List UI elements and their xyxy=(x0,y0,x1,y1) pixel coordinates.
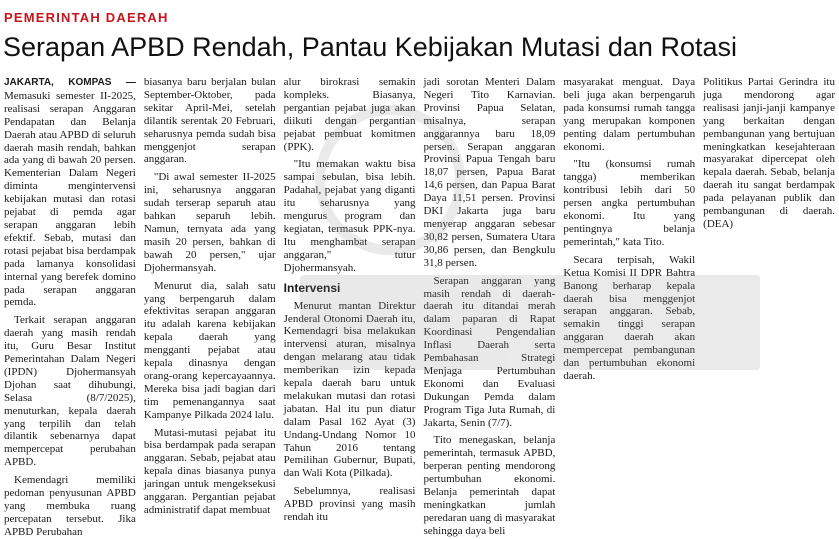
paragraph xyxy=(703,76,835,231)
paragraph: Secara terpisah, Wakil Ketua Komisi II DPR Bahtra Banong berharap kepala daerah bisa menggenjot serapan anggaran. Sebab, semakin tinggi serapan anggaran daerah akan mempercepat pembangunan dan pertumbuhan ekonomi daerah. xyxy=(563,253,696,382)
paragraph: masyarakat menguat. Daya beli juga akan berpengaruh pada konsumsi rumah tangga yang merupakan komponen penting dalam pertumbuhan ekonomi. xyxy=(563,76,696,153)
paragraph: Menurut mantan Direktur Jenderal Otonomi Daerah itu, Kemendagri bisa melakukan intervensi aturan, misalnya dengan melarang atau tidak memberikan izin kepada kepala daerah baru untuk melakukan mutasi dan rotasi jabatan. Hal itu pun diatur dalam Pasal 162 Ayat (3) Undang-Undang Nomor 10 Tahun 2016 tentang Pemilihan Gubernur, Bupati, dan Wali Kota (Pilkada). xyxy=(283,299,416,480)
subheading: Intervensi xyxy=(283,280,341,295)
paragraph: Serapan anggaran yang masih rendah di daerah-daerah itu ditandai merah dalam paparan di Rapat Koordinasi Pengendalian Inflasi Daerah serta Pembahasan Strategi Menjaga Pertumbuhan Ekonomi dan Evaluasi Dukungan Pemda dalam Program Tiga Juta Rumah, di Jakarta, Senin (7/7). xyxy=(423,274,556,429)
column-2 xyxy=(143,76,276,516)
paragraph: biasanya baru berjalan bulan September-Oktober, pada sekitar April-Mei, setelah dilantik serentak 20 Februari, seharusnya pemda sudah bisa menggenjot serapan anggaran. xyxy=(143,76,276,166)
paragraph: Mutasi-mutasi pejabat itu bisa berdampak pada serapan anggaran. Sebab, pejabat atau kepala dinas biasanya punya jaringan untuk mengeksekusi anggaran. Pergantian pejabat administratif dapat membuat xyxy=(143,426,276,516)
dateline: JAKARTA, KOMPAS — xyxy=(4,77,136,88)
paragraph: Kemendagri memiliki pedoman penyusunan APBD yang membuka ruang percepatan tersebut. Jika APBD Perubahan xyxy=(4,474,136,538)
column-5 xyxy=(563,76,695,468)
headline: Serapan APBD Rendah, Pantau Kebijakan Mutasi dan Rotasi xyxy=(3,32,737,62)
article-body xyxy=(4,76,835,538)
author-signoff: (DEA) xyxy=(703,217,734,230)
paragraph: Terkait serapan anggaran daerah yang masih rendah itu, Guru Besar Institut Pemerintahan Dalam Negeri (IPDN) Djohermansyah Djohan saat dihubungi, Selasa (8/7/2025), menuturkan, kepala daerah yang terpilih dan telah dilantik sebenarnya dapat mempercepat perubahan APBD. xyxy=(4,314,136,469)
paragraph: jadi sorotan Menteri Dalam Negeri Tito Karnavian. Provinsi Papua Selatan, misalnya, serapan anggarannya baru 18,09 persen. Serapan anggaran Provinsi Papua Tengah baru 18,07 persen, Papua Barat 14,6 persen, dan Papua Barat Daya 11,51 persen. Provinsi DKI Jakarta juga baru menyerap anggaran sebesar 30,82 persen, Sumatera Utara 30,86 persen, dan Bengkulu 31,8 persen. xyxy=(423,76,556,269)
paragraph: "Itu memakan waktu bisa sampai sebulan, bisa lebih. Padahal, pejabat yang diganti itu seharusnya yang mengurus program dan kegiatan, termasuk PPK-nya. Itu menghambat serapan anggaran," tutur Djohermansyah. xyxy=(283,158,416,274)
column-4 xyxy=(423,76,556,537)
column-6 xyxy=(703,76,835,468)
paragraph-text: Memasuki semester II-2025, realisasi serapan Anggaran Pendapatan dan Belanja Daerah atau APBD di seluruh daerah masih rendah, bahkan ada yang di bawah 20 persen. Kementerian Dalam Negeri diminta mengintervensi kebijakan mutasi dan rotasi pejabat di pemda agar serapan anggaran lebih efektif. Sebab, mutasi dan rotasi pejabat bisa berdampak pada lamanya konsolidasi internal yang berefek domino pada serapan anggaran pemda. xyxy=(4,89,136,309)
paragraph: "Di awal semester II-2025 ini, seharusnya anggaran sudah terserap separuh atau bahkan separuh lebih. Namun, ternyata ada yang masih 20 persen, bahkan di bawah 20 persen," ujar Djohermansyah. xyxy=(143,171,276,274)
paragraph xyxy=(4,76,136,309)
paragraph: alur birokrasi semakin kompleks. Biasanya, pergantian pejabat juga akan diikuti dengan pergantian pejabat pembuat komitmen (PPK). xyxy=(283,76,416,153)
column-1 xyxy=(4,76,136,538)
column-3 xyxy=(283,76,416,524)
paragraph: "Itu (konsumsi rumah tangga) memberikan kontribusi lebih dari 50 persen angka pertumbuhan ekonomi. Itu yang pentingnya belanja pemerintah," kata Tito. xyxy=(563,158,696,248)
paragraph: Sebelumnya, realisasi APBD provinsi yang masih rendah itu xyxy=(283,485,416,524)
paragraph: Tito menegaskan, belanja pemerintah, termasuk APBD, berperan penting mendorong pertumbuhan ekonomi. Belanja pemerintah dapat meningkatkan jumlah peredaran uang di masyarakat sehingga daya beli xyxy=(423,434,556,537)
section-rubric: PEMERINTAH DAERAH xyxy=(4,10,169,25)
paragraph-text: Politikus Partai Gerindra itu juga mendorong agar realisasi janji-janji kampanye yang berkaitan dengan pembangunan yang bertujuan meningkatkan kesejahteraan masyarakat dipercepat oleh kepala daerah. Sebab, belanja daerah itu sangat berdampak pada pelayanan publik dan pembangunan di daerah. xyxy=(703,76,835,218)
paragraph: Menurut dia, salah satu yang berpengaruh dalam efektivitas serapan anggaran itu adalah karena kebijakan kepala daerah yang mengganti pejabat atau kepala dinasnya dengan orang-orang kepercayaannya. Mereka bisa jadi bagian dari tim pemenangannya saat Kampanye Pilkada 2024 lalu. xyxy=(143,279,276,421)
